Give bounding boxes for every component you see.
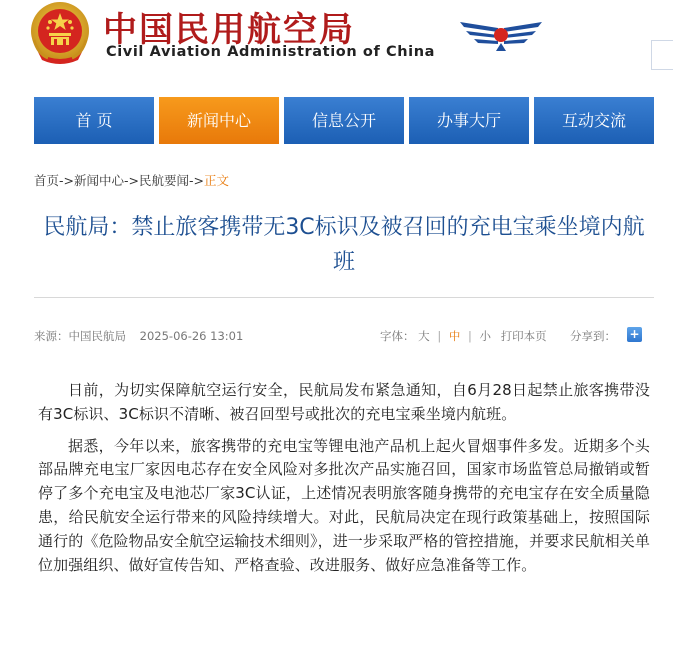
article-paragraph: 日前，为切实保障航空运行安全，民航局发布紧急通知，自6月28日起禁止旅客携带没有3C标识、3C标识不清晰、被召回型号或批次的充电宝乘坐境内航班。 [38,381,650,423]
main-nav [34,97,673,144]
article-title: 民航局：禁止旅客携带无3C标识及被召回的充电宝乘坐境内航班 [43,215,645,275]
title-divider [34,297,654,298]
national-emblem-icon [28,0,92,66]
nav-info-disclosure[interactable]: 信息公开 [284,97,404,144]
font-large-button[interactable]: 大 [418,329,430,343]
tool-divider: | [468,329,472,343]
share-label: 分享到： [570,329,616,343]
article-date: 2025-06-26 13:01 [139,329,244,343]
breadcrumb-news[interactable]: 民航要闻 [139,173,190,188]
breadcrumb-separator: -> [59,173,74,188]
article-meta [34,328,243,344]
breadcrumb [34,171,229,189]
breadcrumb-separator: -> [189,173,204,188]
breadcrumb-current: 正文 [204,173,230,188]
font-small-button[interactable]: 小 [479,329,492,343]
article-body [38,379,650,585]
search-box[interactable] [651,40,673,70]
print-button[interactable]: 打印本页 [500,329,547,343]
font-medium-button[interactable]: 中 [448,329,461,343]
nav-service-hall[interactable]: 办事大厅 [409,97,529,144]
nav-interaction[interactable]: 互动交流 [534,97,654,144]
nav-news-center[interactable]: 新闻中心 [159,97,279,144]
tool-divider: | [437,329,442,343]
site-header [0,0,673,88]
site-title-en: Civil Aviation Administration of China [106,44,436,60]
nav-home[interactable]: 首 页 [34,97,154,144]
site-title-cn: 中国民用航空局 [103,10,355,50]
article-tools [380,328,547,344]
share-plus-icon[interactable]: + [627,327,642,342]
article-source: 来源：中国民航局 [34,329,126,343]
caac-wing-logo-icon [458,18,544,54]
font-size-label: 字体： [380,329,415,343]
breadcrumb-news-center[interactable]: 新闻中心 [74,173,125,188]
breadcrumb-home[interactable]: 首页 [34,173,60,188]
breadcrumb-separator: -> [124,173,139,188]
article-paragraph: 据悉，今年以来，旅客携带的充电宝等锂电池产品机上起火冒烟事件多发。近期多个头部品牌充电宝厂家因电芯存在安全风险对多批次产品实施召回，国家市场监管总局撤销或暂停了多个充电宝及电池芯厂家3C认证，上述情况表明旅客随身携带的充电宝存在安全质量隐患，给民航安全运行带来的风险持续增大。对此，民航局决定在现行政策基础上，按照国际通行的《危险物品安全航空运输技术细则》，进一步采取严格的管控措施，并要求民航相关单位加强组织、做好宣传告知、严格查验、改进服务、做好应急准备等工作。 [38,436,650,574]
